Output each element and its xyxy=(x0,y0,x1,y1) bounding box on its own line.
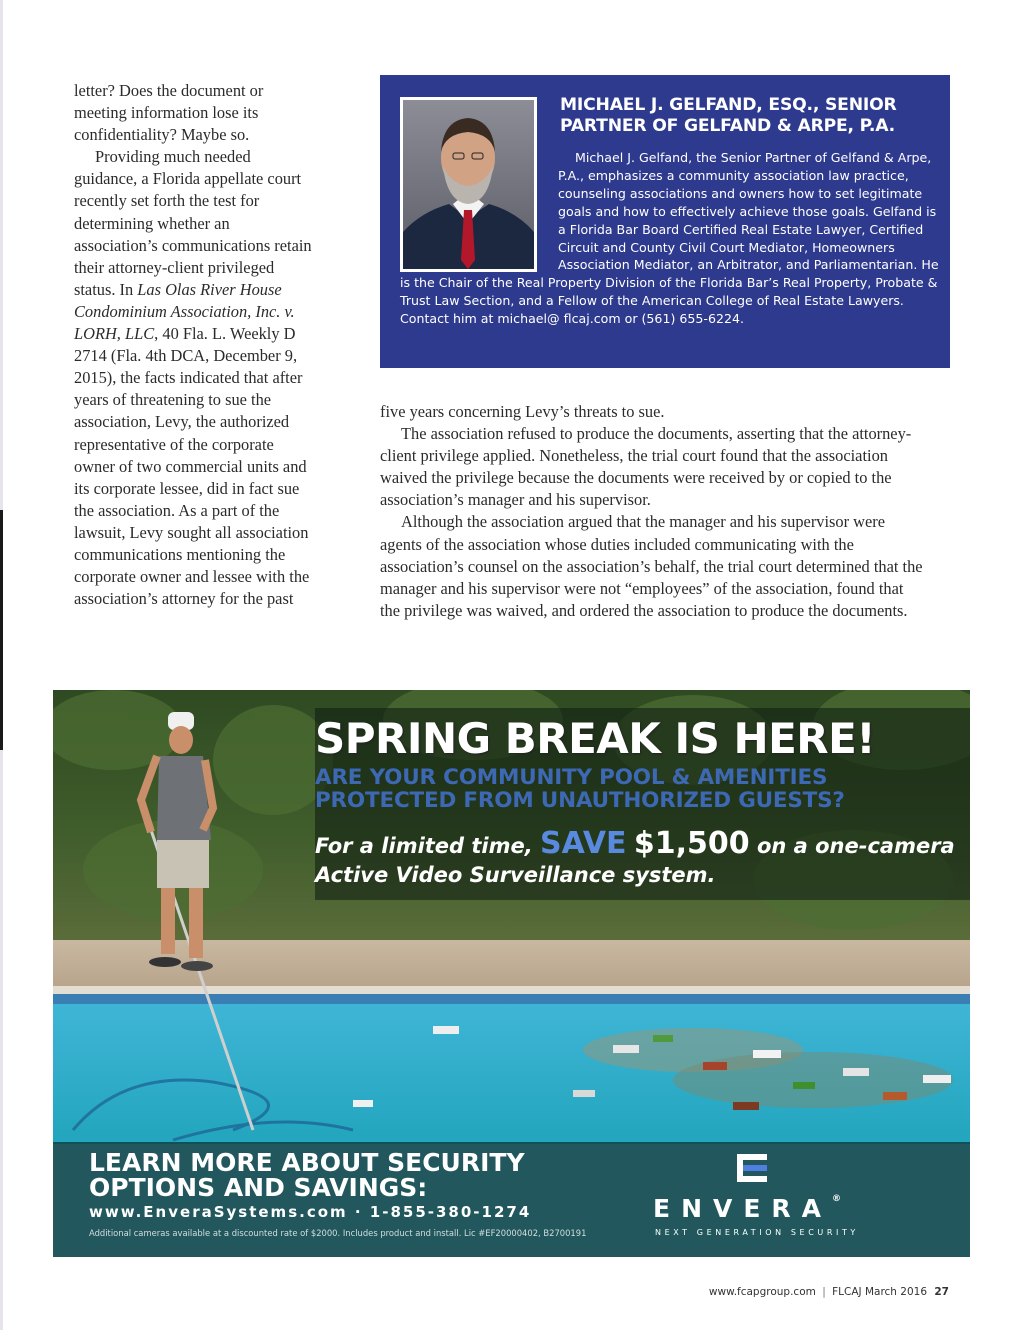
brand-name xyxy=(653,1194,841,1223)
envera-e-logo-icon xyxy=(737,1154,767,1182)
article-paragraph: The association refused to produce the documents, asserting that the attorney-client privilege applied. Nonetheless, the trial court found that the association waived the privilege because the documents were received by or copied to the association’s manager and his supervisor. xyxy=(380,424,912,510)
ad-fine-print: Additional cameras available at a discounted rate of $2000. Includes product and install. Lic #EF20000402, B2700191 xyxy=(89,1228,587,1238)
ad-learn-line: LEARN MORE ABOUT SECURITY xyxy=(89,1148,525,1177)
bio-title: MICHAEL J. GELFAND, ESQ., SENIOR PARTNER OF GELFAND & ARPE, P.A. xyxy=(560,95,897,136)
article-paragraph: five years concerning Levy’s threats to sue. xyxy=(380,402,665,421)
article-paragraph xyxy=(74,146,314,610)
article-paragraph: Although the association argued that the manager and his supervisor were agents of the association whose duties included communicating with the association’s counsel on the association’s behalf, the trial court determined that the manager and his supervisor were not “employees” of the association, found that the privilege was waived, and ordered the association to produce the documents. xyxy=(380,512,923,620)
offer-save: SAVE xyxy=(540,826,627,861)
article-right-column xyxy=(380,401,925,622)
ad-subheadline xyxy=(315,766,845,812)
ad-learn-more xyxy=(89,1150,525,1200)
photo-spacer xyxy=(400,149,558,273)
author-bio-box xyxy=(380,75,950,368)
ad-headline: SPRING BREAK IS HERE! xyxy=(315,714,875,763)
article-text: Providing much needed guidance, a Florida appellate court recently set forth the test for determining whether an association’s communications retain their attorney-client privileged status. In xyxy=(74,147,312,299)
page-number: 27 xyxy=(934,1286,949,1298)
footer-site: www.fcapgroup.com xyxy=(708,1286,816,1298)
offer-prefix: For a limited time, xyxy=(315,834,541,858)
article-text: , 40 Fla. L. Weekly D 2714 (Fla. 4th DCA, December 9, 2015), the facts indicated that after years of threatening to sue the association, Levy, the authorized representative of the corporate owner of two commercial units and its corporate lessee, did in fact sue the association. As a part of the lawsuit, Levy sought all association communications mentioning the corporate owner and lessee with the association’s attorney for the past xyxy=(74,324,310,609)
article-paragraph: letter? Does the document or meeting information lose its confidentiality? Maybe so. xyxy=(74,81,264,145)
footer-publication: FLCAJ xyxy=(832,1286,862,1298)
brand-tagline: NEXT GENERATION SECURITY xyxy=(655,1228,859,1237)
footer-issue: March 2016 xyxy=(864,1286,928,1298)
offer-amount: $1,500 xyxy=(633,826,750,861)
bio-text: Michael J. Gelfand, the Senior Partner of Gelfand & Arpe, P.A., emphasizes a community association law practice, counseling associations and owners how to set legitimate goals and how to effectively achieve those goals. Gelfand is a Florida Bar Board Certified Real Estate Lawyer, Certified Circuit and County Civil Court Mediator, Homeowners Association Mediator, an Arbitrator, and Parliamentarian. He is the Chair of the Real Property Division of the Florida Bar’s Real Property, Probate & Trust Law Section, and a Fellow of the American College of Real Estate Lawyers. Contact him at michael@ flcaj.com or (561) 655-6224. xyxy=(400,150,939,327)
brand-wordmark: ENVERA xyxy=(653,1194,833,1223)
envera-advertisement xyxy=(53,690,970,1257)
page-edge-mark xyxy=(0,510,3,750)
page-footer xyxy=(709,1286,949,1298)
case-citation: Las Olas River House Condominium Association, Inc. v. LORH, LLC xyxy=(74,279,295,344)
offer-suffix: on a one-camera xyxy=(749,834,955,858)
ad-offer-line xyxy=(315,826,955,861)
bio-text-block xyxy=(400,149,940,328)
ad-learn-line: OPTIONS AND SAVINGS: xyxy=(89,1173,428,1202)
ad-url-phone: www.EnveraSystems.com · 1-855-380-1274 xyxy=(89,1203,532,1221)
footer-separator: | xyxy=(822,1286,826,1298)
ad-subheadline-line: ARE YOUR COMMUNITY POOL & AMENITIES xyxy=(315,765,828,790)
ad-offer-line: Active Video Surveillance system. xyxy=(315,863,716,887)
registered-mark: ® xyxy=(832,1194,842,1204)
ad-offer xyxy=(315,826,955,890)
ad-subheadline-line: PROTECTED FROM UNAUTHORIZED GUESTS? xyxy=(315,788,845,813)
article-left-column xyxy=(74,80,314,610)
